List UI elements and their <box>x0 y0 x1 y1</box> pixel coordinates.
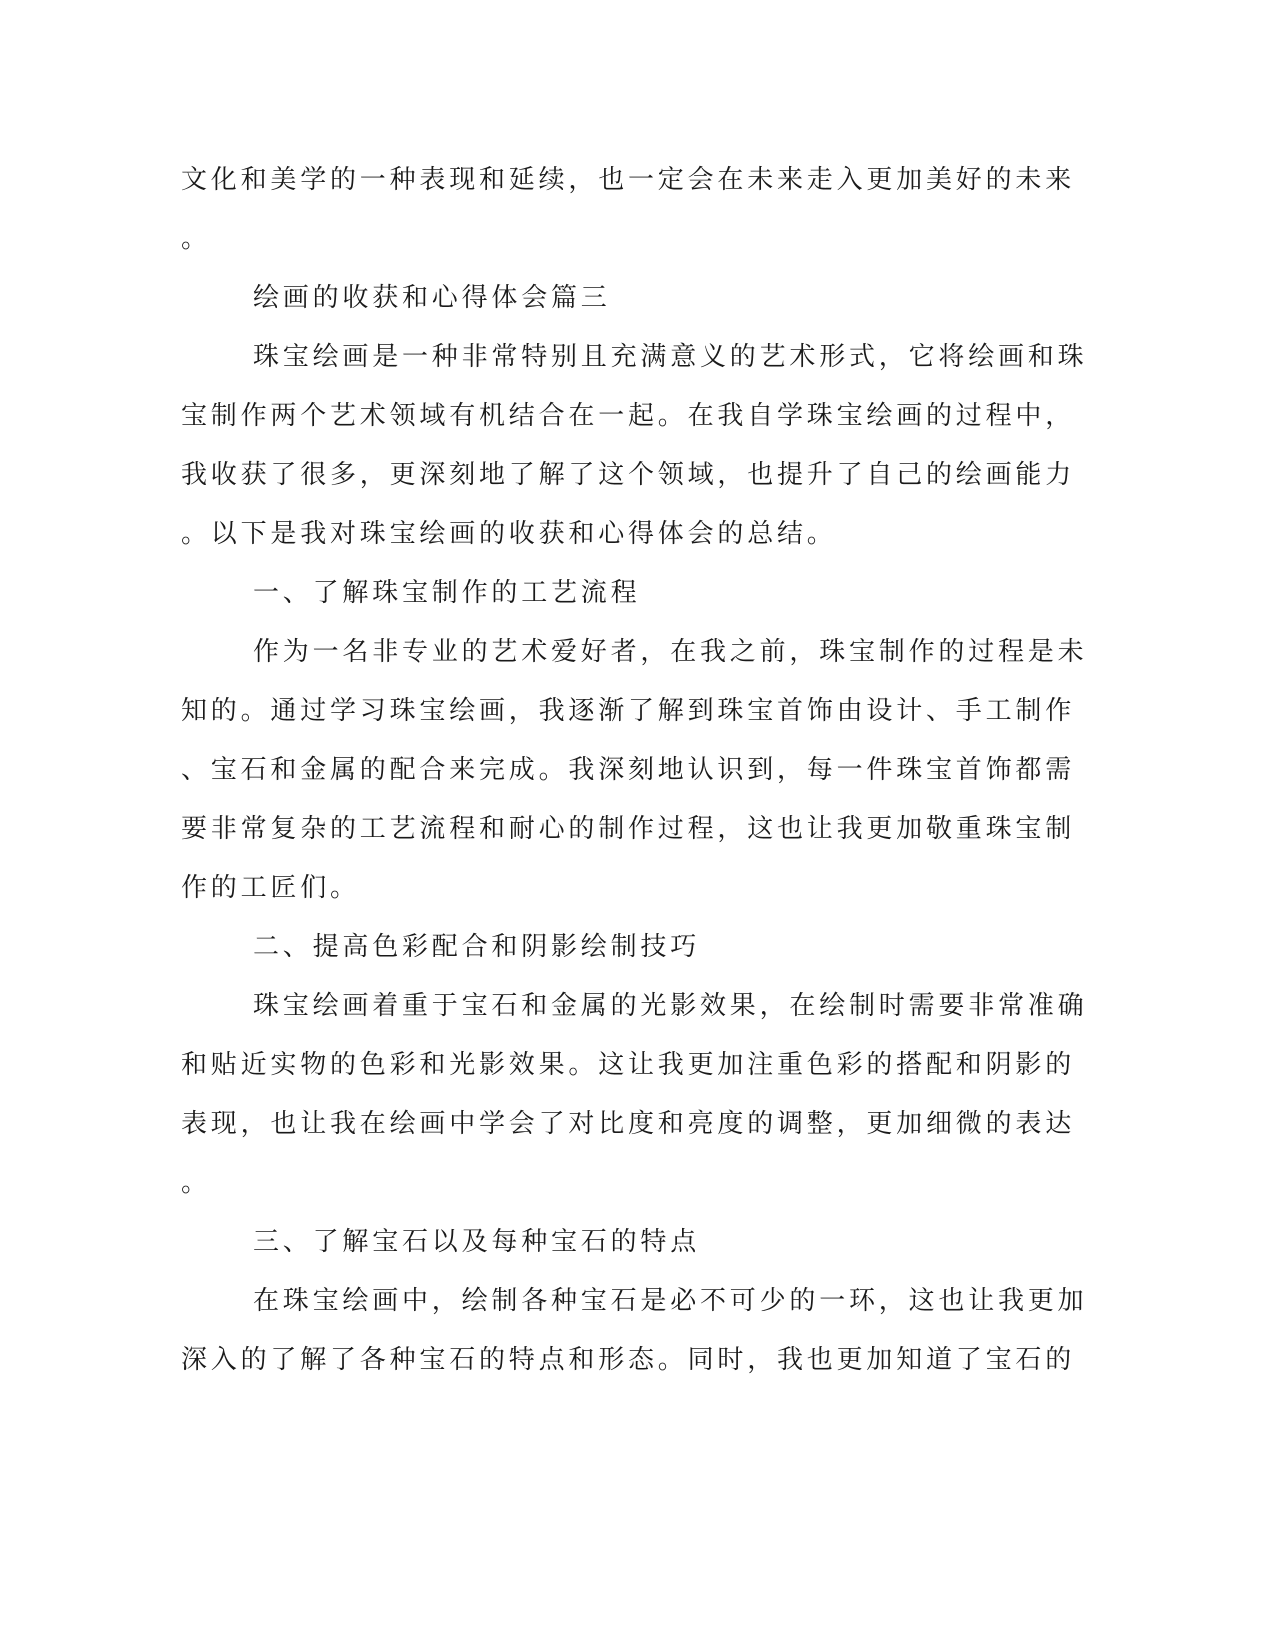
section-heading: 绘画的收获和心得体会篇三 <box>253 283 611 313</box>
paragraph-line: 知的。通过学习珠宝绘画，我逐渐了解到珠宝首饰由设计、手工制作 <box>181 696 1076 726</box>
paragraph-line: 表现，也让我在绘画中学会了对比度和亮度的调整，更加细微的表达 <box>181 1109 1076 1139</box>
paragraph-line: 深入的了解了各种宝石的特点和形态。同时，我也更加知道了宝石的 <box>181 1345 1076 1375</box>
paragraph-line: 。 <box>181 1168 211 1198</box>
text-line: 文化和美学的一种表现和延续，也一定会在未来走入更加美好的未来 <box>181 165 1076 195</box>
paragraph-line: 作为一名非专业的艺术爱好者，在我之前，珠宝制作的过程是未 <box>253 637 1088 667</box>
paragraph-line: 珠宝绘画着重于宝石和金属的光影效果，在绘制时需要非常准确 <box>253 991 1088 1021</box>
paragraph-line: 珠宝绘画是一种非常特别且充满意义的艺术形式，它将绘画和珠 <box>253 342 1088 372</box>
paragraph-line: 要非常复杂的工艺流程和耐心的制作过程，这也让我更加敬重珠宝制 <box>181 814 1076 844</box>
paragraph-line: 我收获了很多，更深刻地了解了这个领域，也提升了自己的绘画能力 <box>181 460 1076 490</box>
paragraph-line: 在珠宝绘画中，绘制各种宝石是必不可少的一环，这也让我更加 <box>253 1286 1088 1316</box>
subheading: 二、提高色彩配合和阴影绘制技巧 <box>253 932 701 962</box>
paragraph-line: 、宝石和金属的配合来完成。我深刻地认识到，每一件珠宝首饰都需 <box>181 755 1076 785</box>
paragraph-line: 。以下是我对珠宝绘画的收获和心得体会的总结。 <box>181 519 837 549</box>
text-line: 。 <box>181 224 211 254</box>
paragraph-line: 和贴近实物的色彩和光影效果。这让我更加注重色彩的搭配和阴影的 <box>181 1050 1076 1080</box>
subheading: 一、了解珠宝制作的工艺流程 <box>253 578 641 608</box>
paragraph-line: 宝制作两个艺术领域有机结合在一起。在我自学珠宝绘画的过程中， <box>181 401 1076 431</box>
subheading: 三、了解宝石以及每种宝石的特点 <box>253 1227 701 1257</box>
paragraph-line: 作的工匠们。 <box>181 873 360 903</box>
